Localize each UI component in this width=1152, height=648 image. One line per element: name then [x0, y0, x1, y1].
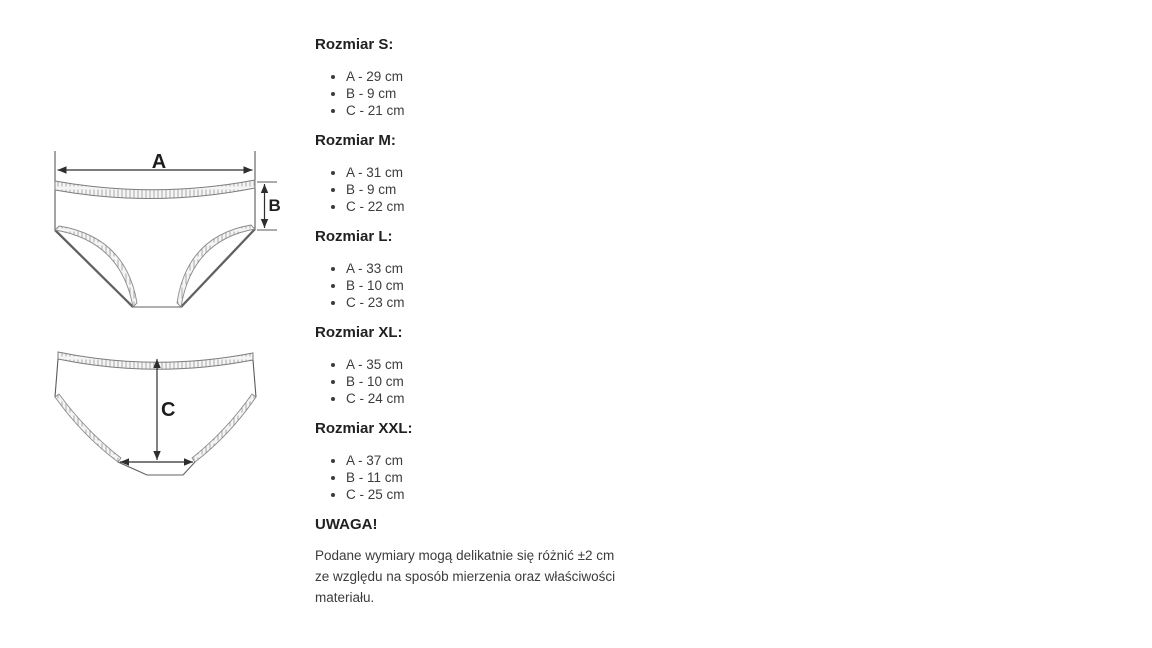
size-list-l — [315, 260, 625, 311]
size-item: • C - 22 cm — [346, 198, 625, 215]
size-list-s — [315, 68, 625, 119]
size-section-s — [315, 35, 625, 119]
measurement-label-a: A — [151, 151, 167, 173]
size-heading-xxl: Rozmiar XXL: — [315, 420, 413, 437]
size-item: • A - 33 cm — [346, 260, 625, 277]
panties-back-view-diagram — [48, 344, 288, 486]
size-item: • C - 25 cm — [346, 486, 625, 503]
note-paragraph — [315, 545, 625, 608]
size-item: • A - 31 cm — [346, 164, 625, 181]
size-item: • C - 24 cm — [346, 390, 625, 407]
note-heading: UWAGA! — [315, 516, 378, 533]
measurement-label-c: C — [161, 399, 176, 421]
size-item: • A - 35 cm — [346, 356, 625, 373]
size-section-m — [315, 131, 625, 215]
note-line: ze względu na sposób mierzenia oraz właściwości — [315, 569, 616, 584]
size-list-xxl — [315, 452, 625, 503]
back-leg-openings — [55, 394, 256, 475]
size-item: • B - 10 cm — [346, 373, 625, 390]
size-item: • A - 37 cm — [346, 452, 625, 469]
size-section-xxl — [315, 419, 625, 503]
size-section-l — [315, 227, 625, 311]
size-list-m — [315, 164, 625, 215]
size-item: • B - 11 cm — [346, 469, 625, 486]
note-section — [315, 515, 625, 608]
back-waistband — [58, 352, 253, 369]
size-item: • C - 21 cm — [346, 102, 625, 119]
note-line: Podane wymiary mogą delikatnie się różnić ±2 cm — [315, 548, 615, 563]
panties-front-view-diagram — [48, 146, 288, 318]
size-section-xl — [315, 323, 625, 407]
front-leg-openings — [55, 225, 255, 307]
front-waistband — [55, 180, 255, 199]
size-item: • B - 9 cm — [346, 181, 625, 198]
size-item: • B - 10 cm — [346, 277, 625, 294]
size-heading-s: Rozmiar S: — [315, 36, 394, 53]
size-list-xl — [315, 356, 625, 407]
size-item: • C - 23 cm — [346, 294, 625, 311]
size-item: • B - 9 cm — [346, 85, 625, 102]
size-heading-xl: Rozmiar XL: — [315, 324, 403, 341]
size-item: • A - 29 cm — [346, 68, 625, 85]
size-heading-l: Rozmiar L: — [315, 228, 393, 245]
size-heading-m: Rozmiar M: — [315, 132, 396, 149]
size-guide-text — [315, 35, 625, 608]
measurement-label-b: B — [268, 196, 281, 215]
note-line: materiału. — [315, 590, 375, 605]
